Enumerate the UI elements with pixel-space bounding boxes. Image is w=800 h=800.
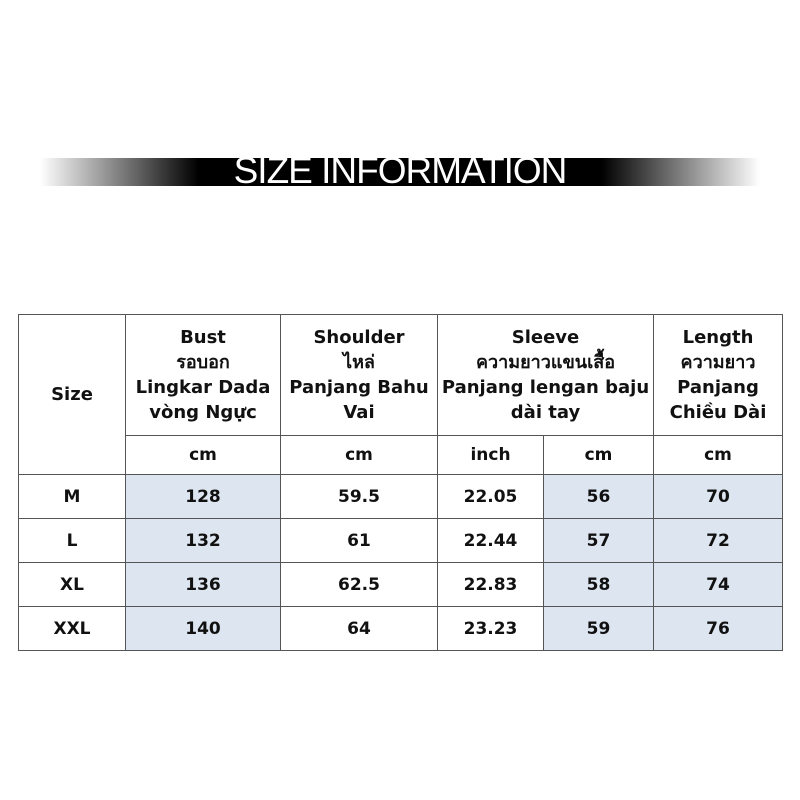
sleeve-inch-cell: 22.05	[438, 475, 544, 519]
table-row	[19, 519, 783, 563]
shoulder-cell: 61	[281, 519, 438, 563]
size-cell: M	[19, 475, 126, 519]
sleeve-header-vi: dài tay	[510, 402, 581, 423]
table-row	[19, 563, 783, 607]
bust-header-vi: vòng Ngực	[149, 402, 257, 423]
sleeve-cm-cell: 58	[544, 563, 654, 607]
shoulder-header-id: Panjang Bahu	[289, 377, 429, 398]
length-cell: 72	[654, 519, 783, 563]
shoulder-header	[281, 315, 438, 436]
size-cell: XXL	[19, 607, 126, 651]
sleeve-header	[438, 315, 654, 436]
bust-cell: 128	[126, 475, 281, 519]
bust-header-th: รอบอก	[176, 352, 230, 373]
sleeve-cm-cell: 57	[544, 519, 654, 563]
shoulder-header-vi: Vai	[343, 402, 375, 423]
shoulder-cell: 59.5	[281, 475, 438, 519]
length-header-th: ความยาว	[680, 352, 756, 373]
bust-cell: 140	[126, 607, 281, 651]
units-row	[19, 436, 783, 475]
bust-cell: 132	[126, 519, 281, 563]
unit-sleeve-cm: cm	[544, 436, 654, 475]
bust-cell: 136	[126, 563, 281, 607]
shoulder-header-en: Shoulder	[313, 327, 405, 348]
size-chart-table	[18, 314, 783, 651]
sleeve-cm-cell: 59	[544, 607, 654, 651]
table-row	[19, 475, 783, 519]
size-cell: XL	[19, 563, 126, 607]
shoulder-header-th: ไหล่	[343, 352, 375, 373]
length-header	[654, 315, 783, 436]
shoulder-cell: 64	[281, 607, 438, 651]
length-cell: 74	[654, 563, 783, 607]
sleeve-inch-cell: 22.44	[438, 519, 544, 563]
page-title: SIZE INFORMATION	[233, 150, 567, 191]
sleeve-cm-cell: 56	[544, 475, 654, 519]
shoulder-cell: 62.5	[281, 563, 438, 607]
length-cell: 76	[654, 607, 783, 651]
header-row	[19, 315, 783, 436]
length-header-vi: Chiều Dài	[669, 402, 767, 423]
unit-length: cm	[654, 436, 783, 475]
length-cell: 70	[654, 475, 783, 519]
sleeve-header-th: ความยาวแขนเสื้อ	[475, 352, 616, 373]
sleeve-header-id: Panjang lengan baju	[441, 377, 650, 398]
bust-header-id: Lingkar Dada	[135, 377, 271, 398]
sleeve-inch-cell: 22.83	[438, 563, 544, 607]
size-cell: L	[19, 519, 126, 563]
length-header-en: Length	[682, 327, 754, 348]
bust-header	[126, 315, 281, 436]
unit-sleeve-inch: inch	[438, 436, 544, 475]
unit-shoulder: cm	[281, 436, 438, 475]
size-column-header: Size	[19, 315, 126, 475]
length-header-id: Panjang	[677, 377, 759, 398]
sleeve-header-en: Sleeve	[511, 327, 580, 348]
bust-header-en: Bust	[180, 327, 226, 348]
table-row	[19, 607, 783, 651]
sleeve-inch-cell: 23.23	[438, 607, 544, 651]
unit-bust: cm	[126, 436, 281, 475]
